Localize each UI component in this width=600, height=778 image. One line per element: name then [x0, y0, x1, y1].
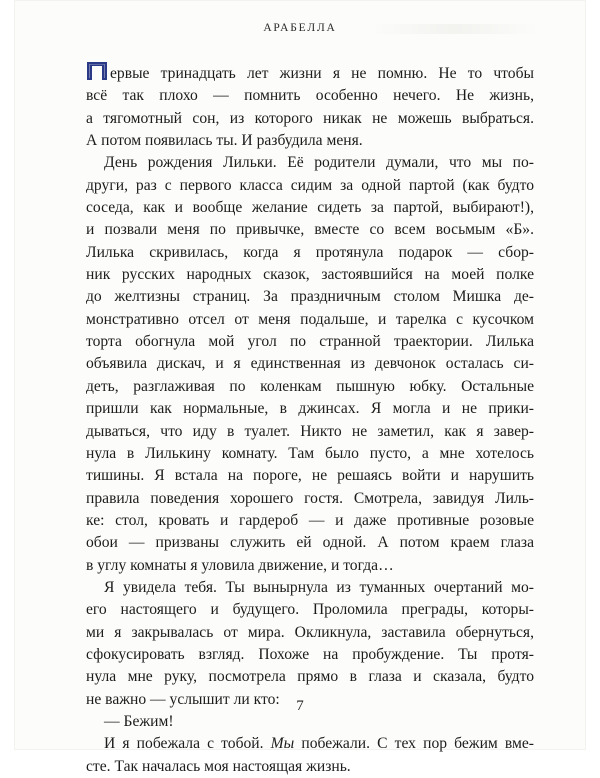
text-line: тишины. Я встала на пороге, не решаясь войти и нарушить — [86, 467, 534, 485]
text-line: дываться, что иду в туалет. Никто не заметил, как я завер- — [86, 422, 534, 440]
text-line: обои — призваны служить ей одной. А потом краем глаза — [86, 534, 534, 552]
text-line: торта обогнула мой угол по странной траектории. Лилька — [86, 333, 534, 351]
text-line: ервые тринадцать лет жизни я не помню. Не то чтобы — [86, 61, 534, 85]
text-line: други, раз с первого класса сидим за одной партой (как будто — [86, 176, 534, 194]
dropcap-letter — [86, 61, 108, 81]
emphasis: Мы — [270, 735, 295, 753]
text-line: День рождения Лильки. Её родители думали, что мы по- — [104, 154, 534, 172]
text-line: сте. Так началась моя настоящая жизнь. — [86, 757, 351, 775]
running-title: АРАБЕЛЛА — [263, 22, 337, 34]
text-line: нула в Лилькину комнату. Там было пусто, а мне хотелось — [86, 444, 534, 462]
text-line: нула мне руку, посмотрела прямо в глаза и сказала, будто — [86, 668, 534, 686]
text-line: объявила дискач, и я единственная из девчонок осталась си- — [86, 355, 534, 373]
book-page — [14, 0, 586, 775]
text-line: Лилька скривилась, когда я протянула подарок — сбор- — [86, 243, 534, 261]
text-line: не важно — услышит ли кто: — [86, 690, 280, 708]
text-line: а тягомотный сон, из которого никак не можешь выбраться. — [86, 109, 534, 127]
text-line: сфокусировать взгляд. Похоже на пробуждение. Ты протя- — [86, 645, 534, 663]
text-line: ке: стол, кровать и гардероб — и даже противные розовые — [86, 511, 534, 529]
text-line: Я увидела тебя. Ты вынырнула из туманных очертаний мо- — [104, 578, 534, 596]
text-line: деть, разглаживая по коленкам пышную юбку. Остальные — [86, 377, 534, 395]
text-line: монстративно отсел от меня подальше, и тарелка с кусочком — [86, 310, 534, 328]
text-line: — Бежим! — [104, 712, 174, 730]
text-line: в углу комнаты я уловила движение, и тогда… — [86, 556, 394, 574]
text-line: ник русских народных сказок, застоявшийся на моей полке — [86, 266, 534, 284]
text-line: соседа, как и вообще желание сидеть за партой, выбирают!), — [86, 199, 534, 217]
text-line: правила поведения хорошего гостя. Смотрела, завидуя Лиль- — [86, 489, 534, 507]
text-line: до желтизны страниц. За праздничным столом Мишка де- — [86, 288, 534, 306]
page-number: 7 — [296, 698, 304, 714]
text-line: пришли как нормальные, в джинсах. Я могла и не прики- — [86, 400, 534, 418]
text-line: ми я закрывалась от мира. Окликнула, заставила обернуться, — [86, 623, 534, 641]
text-line: А потом появилась ты. И разбудила меня. — [86, 132, 363, 150]
chapter-text — [86, 61, 534, 778]
text-line: и позвали меня по привычке, вместе со всем восьмым «Б». — [86, 221, 534, 239]
text-line: всё так плохо — помнить особенно нечего. Не жизнь, — [86, 87, 534, 105]
text-line: его настоящего и будущего. Проломила преграды, которы- — [86, 601, 534, 619]
text-line: И я побежала с тобой. Мы побежали. С тех пор бежим вме- — [104, 735, 534, 753]
